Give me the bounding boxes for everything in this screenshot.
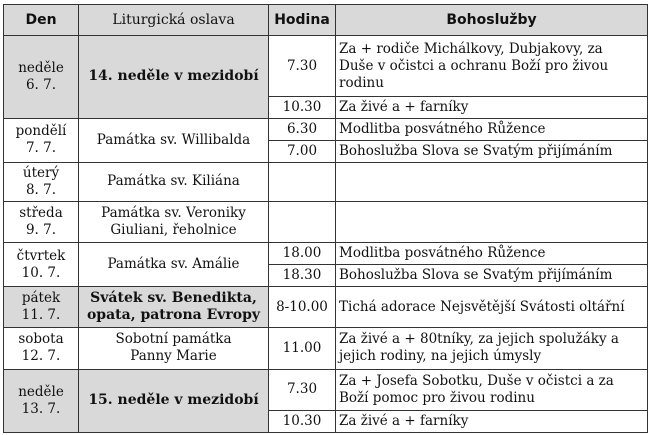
day-date: 8. 7. <box>25 181 57 198</box>
hour-cell <box>269 162 336 201</box>
service-line: Modlitba posvátného Růžence <box>339 245 546 262</box>
liturgy-cell <box>79 201 269 242</box>
service-line: Boží pomoc pro živou rodinu <box>339 389 535 406</box>
hour-cell: 10.30 <box>269 97 336 119</box>
service-cell <box>336 162 648 201</box>
liturgy-cell <box>79 162 269 201</box>
service-cell <box>336 36 648 97</box>
service-line: Za živé a + farníky <box>339 413 469 430</box>
liturgy-cell <box>79 286 269 327</box>
liturgy-line: Památka sv. Kiliána <box>107 173 240 190</box>
day-cell <box>4 162 79 201</box>
liturgy-cell <box>79 243 269 287</box>
liturgy-line: 14. neděle v mezidobí <box>88 68 259 85</box>
hour-cell: 11.00 <box>269 328 336 369</box>
schedule-row <box>4 36 648 97</box>
liturgy-schedule-table <box>3 4 648 433</box>
liturgy-line: Památka sv. Veroniky <box>101 204 246 221</box>
day-cell <box>4 118 79 162</box>
schedule-body <box>4 36 648 433</box>
day-date: 6. 7. <box>25 76 57 93</box>
service-line: Bohoslužba Slova se Svatým přijímáním <box>339 266 613 283</box>
day-date: 7. 7. <box>25 140 57 157</box>
day-date: 11. 7. <box>21 307 61 324</box>
hour-cell: 10.30 <box>269 411 336 433</box>
schedule-row <box>4 328 648 369</box>
service-line: Za + rodiče Michálkovy, Dubjakovy, za <box>339 40 603 57</box>
day-date: 10. 7. <box>21 264 61 281</box>
liturgy-cell <box>79 328 269 369</box>
day-date: 13. 7. <box>21 400 61 417</box>
day-date: 9. 7. <box>25 221 57 238</box>
schedule-row <box>4 118 648 140</box>
service-line: Za živé a + 80tníky, za jejich spolužáky a <box>339 331 619 348</box>
schedule-row <box>4 286 648 327</box>
hour-cell: 7.30 <box>269 369 336 410</box>
day-name: sobota <box>18 331 64 348</box>
service-line: Za živé a + farníky <box>339 98 469 115</box>
service-cell <box>336 265 648 287</box>
hour-cell: 7.00 <box>269 140 336 162</box>
day-cell <box>4 286 79 327</box>
liturgy-cell <box>79 118 269 162</box>
header-row <box>4 5 648 36</box>
day-cell <box>4 328 79 369</box>
service-cell <box>336 243 648 265</box>
header-services: Bohoslužby <box>336 5 648 36</box>
day-cell <box>4 36 79 119</box>
service-line: Duše v očistci a ochranu Boží pro živou <box>339 57 609 74</box>
header-hour: Hodina <box>269 5 336 36</box>
day-cell <box>4 243 79 287</box>
liturgy-line: Sobotní památka <box>115 331 232 348</box>
hour-cell: 18.30 <box>269 265 336 287</box>
hour-cell <box>269 201 336 242</box>
liturgy-line: Památka sv. Willibalda <box>96 131 251 148</box>
liturgy-line: 15. neděle v mezidobí <box>88 392 259 409</box>
service-line: Bohoslužba Slova se Svatým přijímáním <box>339 142 613 159</box>
day-cell <box>4 369 79 432</box>
liturgy-cell <box>79 36 269 119</box>
schedule-row <box>4 369 648 410</box>
liturgy-line: Giuliani, řeholnice <box>110 221 237 238</box>
service-line: rodinu <box>339 74 384 91</box>
schedule-row <box>4 201 648 242</box>
service-line: jejich rodiny, na jejich úmysly <box>339 348 542 365</box>
service-cell <box>336 411 648 433</box>
hour-cell: 6.30 <box>269 118 336 140</box>
service-line: Modlitba posvátného Růžence <box>339 120 546 137</box>
service-cell <box>336 140 648 162</box>
day-name: neděle <box>18 59 64 76</box>
service-cell <box>336 97 648 119</box>
hour-cell: 8-10.00 <box>269 286 336 327</box>
header-liturgy: Liturgická oslava <box>79 5 269 36</box>
service-cell <box>336 328 648 369</box>
service-line: Tichá adorace Nejsvětější Svátosti oltářní <box>339 298 625 315</box>
day-name: úterý <box>22 164 60 181</box>
liturgy-cell <box>79 369 269 432</box>
service-cell <box>336 201 648 242</box>
service-cell <box>336 286 648 327</box>
schedule-row <box>4 162 648 201</box>
liturgy-line: Panny Marie <box>130 348 217 365</box>
liturgy-line: Svátek sv. Benedikta, <box>90 290 257 307</box>
liturgy-line: Památka sv. Amálie <box>107 256 240 272</box>
day-name: čtvrtek <box>16 247 66 264</box>
day-name: neděle <box>18 383 64 400</box>
day-name: pondělí <box>15 123 67 140</box>
schedule-row <box>4 243 648 265</box>
header-day: Den <box>4 5 79 36</box>
service-cell <box>336 118 648 140</box>
day-name: pátek <box>21 290 61 307</box>
day-date: 12. 7. <box>21 348 61 365</box>
day-cell <box>4 201 79 242</box>
day-name: středa <box>19 204 63 221</box>
hour-cell: 7.30 <box>269 36 336 97</box>
service-line: Za + Josefa Sobotku, Duše v očistci a za <box>339 372 614 389</box>
liturgy-line: opata, patrona Evropy <box>86 307 261 324</box>
hour-cell: 18.00 <box>269 243 336 265</box>
service-cell <box>336 369 648 410</box>
